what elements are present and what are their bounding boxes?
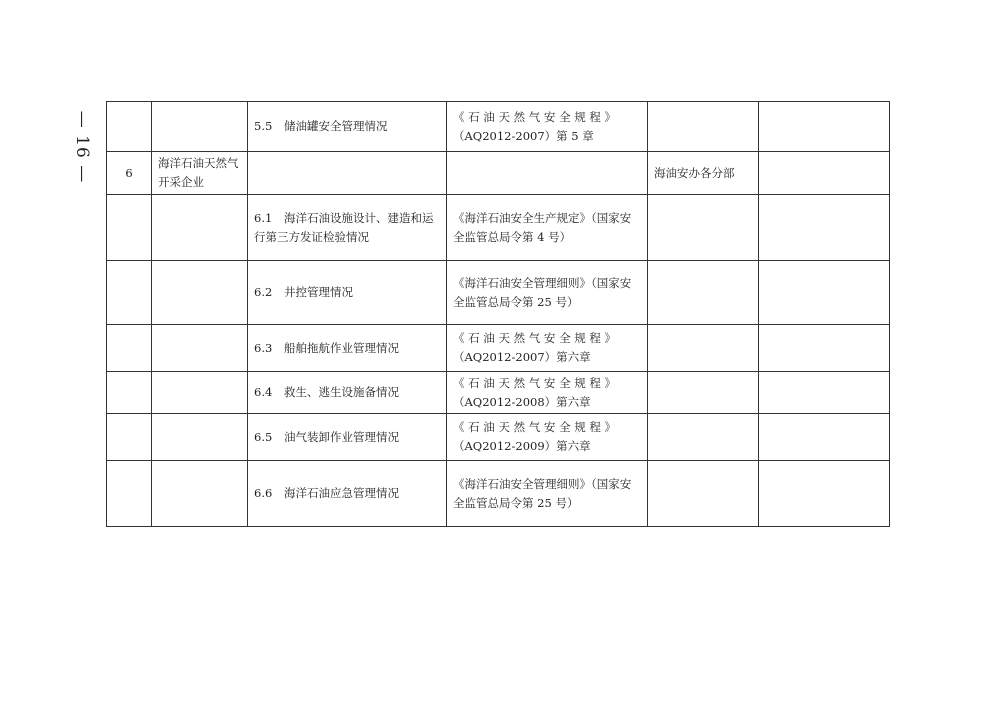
row-number-cell — [107, 461, 152, 527]
item-text: 救生、逃生设施备情况 — [284, 385, 399, 399]
item-text: 井控管理情况 — [284, 285, 353, 299]
table-row — [107, 461, 890, 527]
basis-cell — [447, 325, 648, 372]
basis-line-1: 《 石 油 天 然 气 安 全 规 程 》 — [453, 375, 617, 390]
enterprise-cell — [152, 261, 248, 325]
check-item-cell — [248, 195, 447, 261]
row-number-cell — [107, 325, 152, 372]
check-item-cell — [248, 461, 447, 527]
enterprise-cell — [152, 414, 248, 461]
enterprise-cell: 海洋石油天然气开采企业 — [152, 152, 248, 195]
item-text: 油气装卸作业管理情况 — [284, 429, 399, 444]
note-cell — [759, 261, 890, 325]
note-cell — [759, 325, 890, 372]
item-number: 5.5 — [254, 119, 273, 133]
enterprise-cell — [152, 102, 248, 152]
basis-line-2: （AQ2012-2007）第六章 — [453, 350, 591, 364]
basis-line-1: 《 石 油 天 然 气 安 全 规 程 》 — [453, 331, 617, 345]
department-cell — [648, 195, 759, 261]
note-cell — [759, 102, 890, 152]
basis-cell — [447, 195, 648, 261]
check-item-cell — [248, 414, 447, 461]
basis-line-2: 全监管总局令第 4 号） — [453, 229, 572, 244]
check-item-cell — [248, 102, 447, 152]
page-number — [68, 108, 96, 186]
page-number-text: — 16 — — [72, 110, 93, 184]
item-text: 储油罐安全管理情况 — [284, 119, 388, 133]
row-number-cell — [107, 102, 152, 152]
table-row — [107, 102, 890, 152]
row-number-cell — [107, 261, 152, 325]
basis-cell — [447, 372, 648, 414]
basis-line-2: （AQ2012-2008）第六章 — [453, 394, 591, 409]
row-number-cell — [107, 414, 152, 461]
basis-cell — [447, 261, 648, 325]
basis-cell — [447, 414, 648, 461]
table-row — [107, 195, 890, 261]
department-cell — [648, 414, 759, 461]
department-cell — [648, 261, 759, 325]
item-number: 6.1 — [254, 210, 273, 225]
item-number: 6.4 — [254, 385, 273, 399]
note-cell — [759, 152, 890, 195]
department-cell — [648, 102, 759, 152]
basis-line-1: 《海洋石油安全管理细则》（国家安 — [453, 275, 632, 290]
inspection-table — [106, 101, 890, 527]
item-number: 6.6 — [254, 486, 273, 500]
basis-line-2: 全监管总局令第 25 号） — [453, 294, 579, 309]
note-cell — [759, 461, 890, 527]
basis-line-2: （AQ2012-2009）第六章 — [453, 439, 591, 453]
basis-line-1: 《 石 油 天 然 气 安 全 规 程 》 — [453, 109, 617, 124]
enterprise-cell — [152, 195, 248, 261]
table-row — [107, 152, 890, 195]
row-number-cell — [107, 372, 152, 414]
table-row — [107, 261, 890, 325]
row-number-cell: 6 — [107, 152, 152, 195]
note-cell — [759, 372, 890, 414]
item-number: 6.5 — [254, 429, 273, 444]
department-cell: 海油安办各分部 — [648, 152, 759, 195]
basis-line-2: （AQ2012-2007）第 5 章 — [453, 128, 594, 143]
item-number: 6.3 — [254, 340, 273, 355]
enterprise-cell — [152, 461, 248, 527]
table-row — [107, 414, 890, 461]
check-item-cell — [248, 372, 447, 414]
basis-cell — [447, 461, 648, 527]
basis-line-1: 《海洋石油安全生产规定》（国家安 — [453, 210, 632, 225]
item-number: 6.2 — [254, 285, 273, 299]
item-text: 海洋石油设施设计、建造和运行第三方发证检验情况 — [254, 210, 434, 244]
check-item-cell — [248, 325, 447, 372]
basis-cell — [447, 102, 648, 152]
basis-line-1: 《 石 油 天 然 气 安 全 规 程 》 — [453, 420, 617, 434]
check-item-cell — [248, 152, 447, 195]
basis-line-1: 《海洋石油安全管理细则》（国家安 — [453, 476, 632, 491]
enterprise-cell — [152, 372, 248, 414]
table-row — [107, 372, 890, 414]
basis-cell — [447, 152, 648, 195]
department-cell — [648, 372, 759, 414]
item-text: 海洋石油应急管理情况 — [284, 486, 399, 500]
item-text: 船舶拖航作业管理情况 — [284, 340, 399, 355]
table-row — [107, 325, 890, 372]
department-cell — [648, 325, 759, 372]
enterprise-cell — [152, 325, 248, 372]
row-number-cell — [107, 195, 152, 261]
note-cell — [759, 414, 890, 461]
basis-line-2: 全监管总局令第 25 号） — [453, 495, 579, 510]
check-item-cell — [248, 261, 447, 325]
department-cell — [648, 461, 759, 527]
note-cell — [759, 195, 890, 261]
